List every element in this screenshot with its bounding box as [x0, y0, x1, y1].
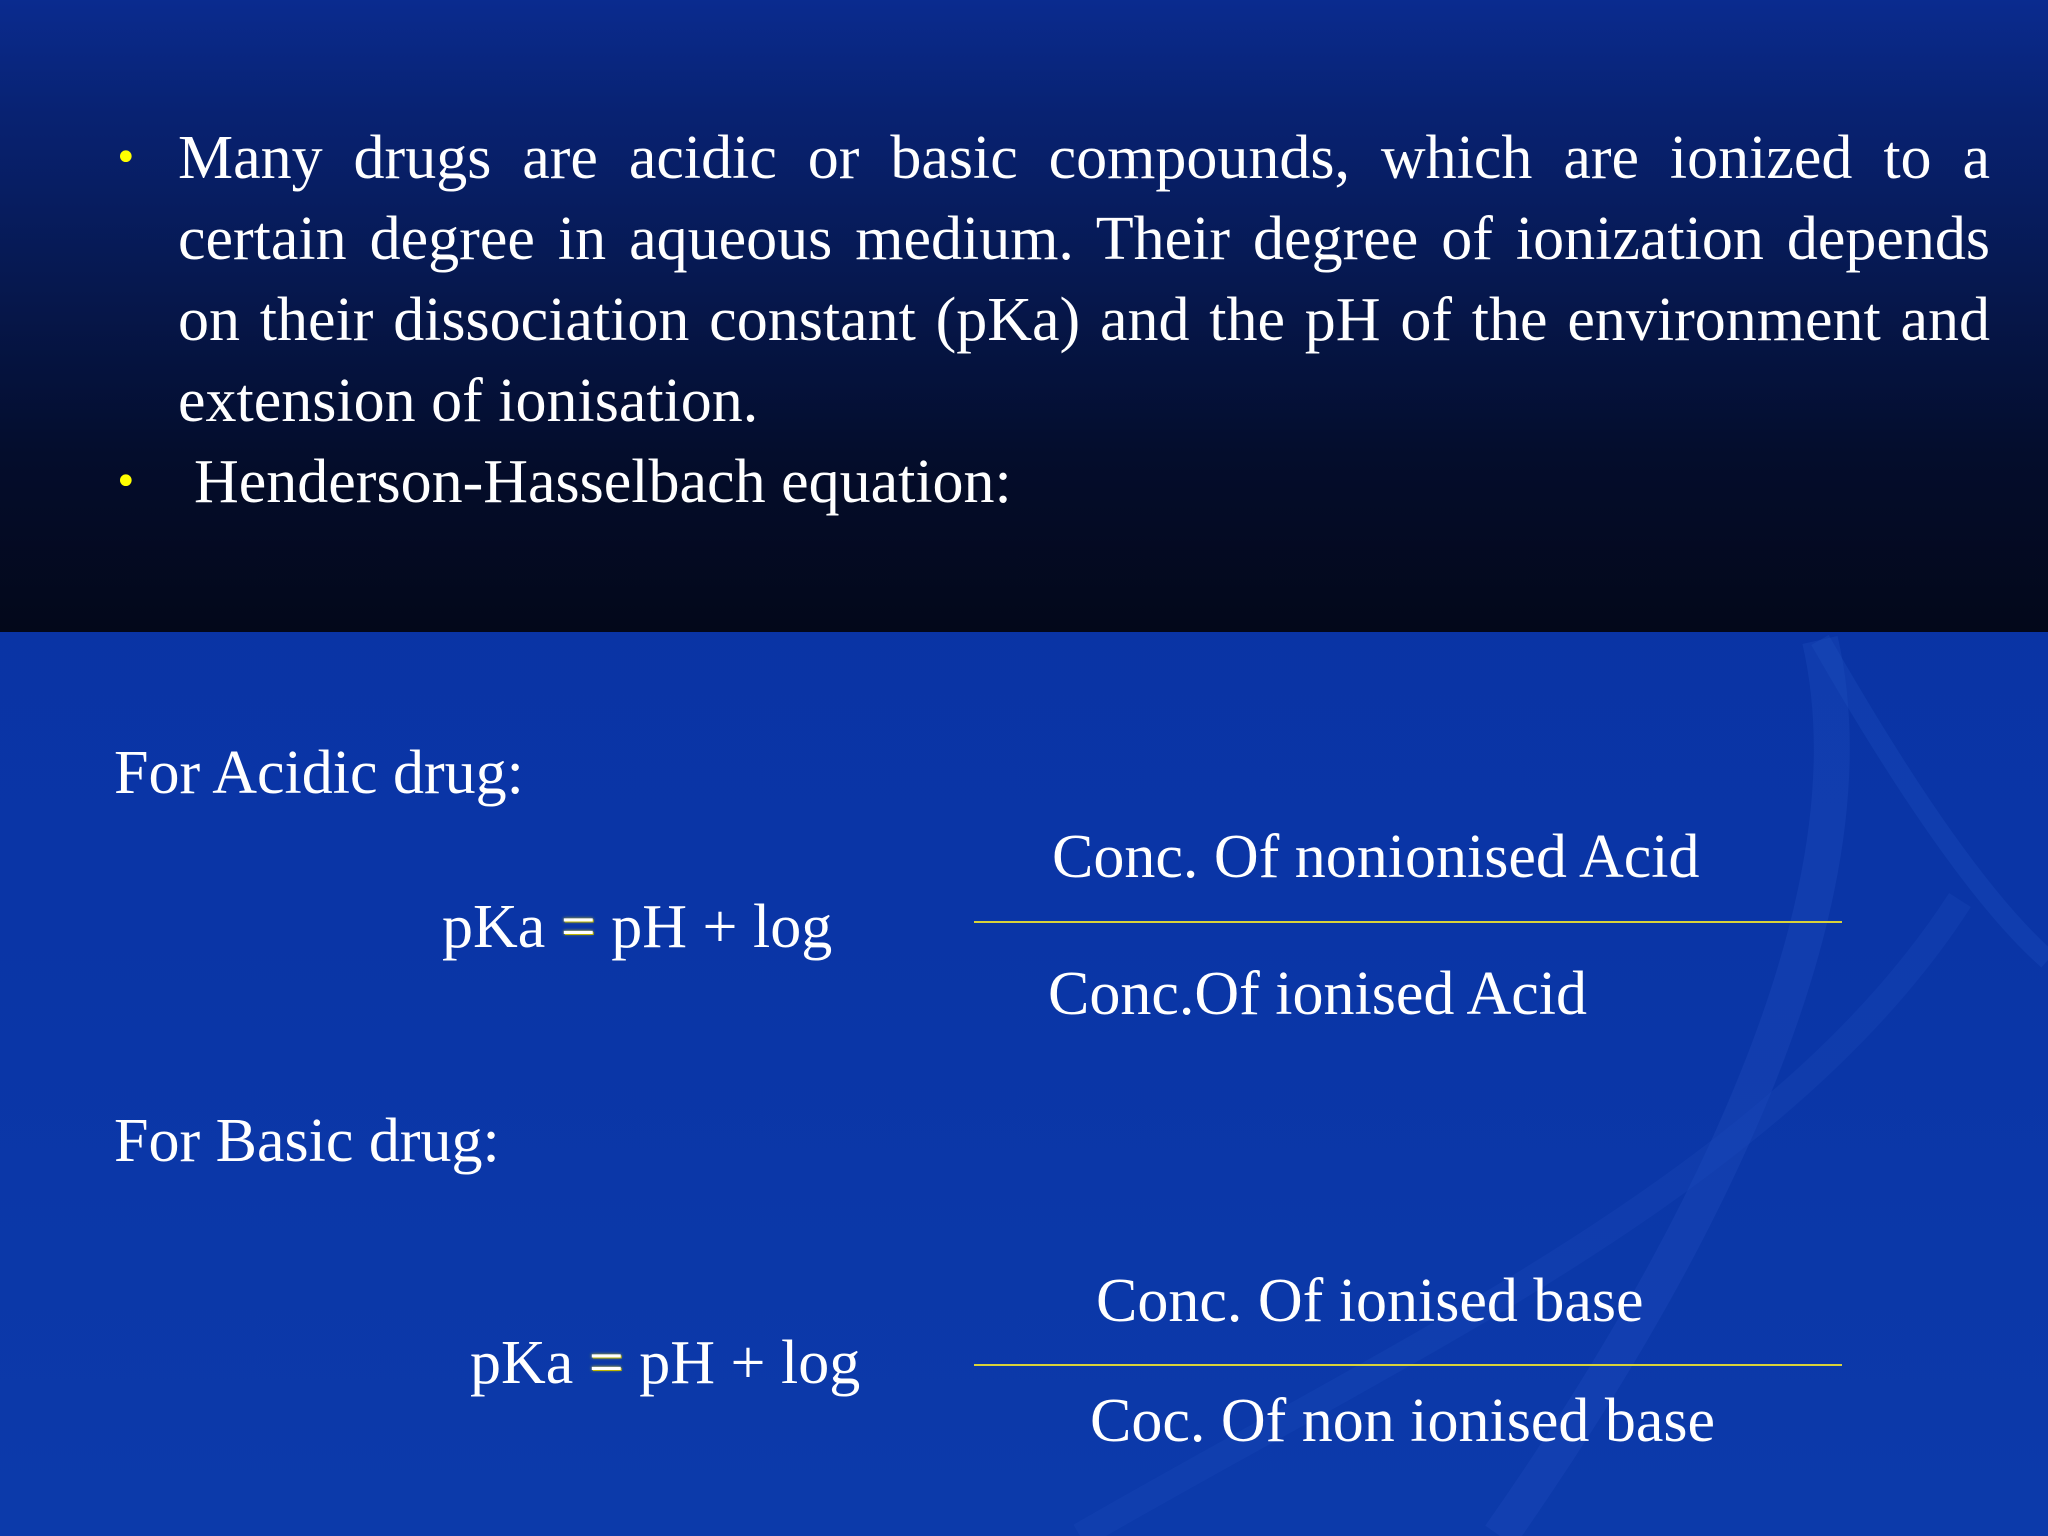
bullet-text: Henderson-Hasselbach equation: [194, 448, 1012, 516]
basic-fraction-bar [974, 1364, 1842, 1366]
pka-term: pKa [470, 1329, 574, 1397]
ph-log-term: pH + log [639, 1329, 861, 1397]
bullet-icon: • [114, 459, 138, 505]
basic-numerator: Conc. Of ionised base [1096, 1267, 1644, 1335]
ph-log-term: pH + log [611, 893, 833, 961]
bullet-icon: • [114, 135, 138, 181]
acidic-numerator: Conc. Of nonionised Acid [1052, 823, 1700, 891]
bullet-item-drugs-ionization [110, 118, 1990, 442]
pka-term: pKa [442, 893, 546, 961]
acidic-drug-label: For Acidic drug: [114, 739, 524, 807]
bullet-item-henderson-hasselbach [110, 442, 1990, 523]
bullet-list [110, 118, 1990, 523]
basic-denominator: Coc. Of non ionised base [1090, 1387, 1716, 1455]
acidic-fraction-bar [974, 921, 1842, 923]
equals-sign: = [588, 1329, 624, 1397]
basic-drug-label: For Basic drug: [114, 1107, 500, 1175]
bullet-text: Many drugs are acidic or basic compounds, which are ionized to a certain degree in aqueous medium. Their degree of ionization depends on their dissociation constant (pKa) and the pH of the environment and extension of ionisation. [178, 124, 1990, 435]
basic-equation-lhs [470, 1328, 860, 1398]
acidic-denominator: Conc.Of ionised Acid [1048, 960, 1587, 1028]
equals-sign: = [560, 893, 596, 961]
acidic-equation-lhs [442, 892, 832, 962]
